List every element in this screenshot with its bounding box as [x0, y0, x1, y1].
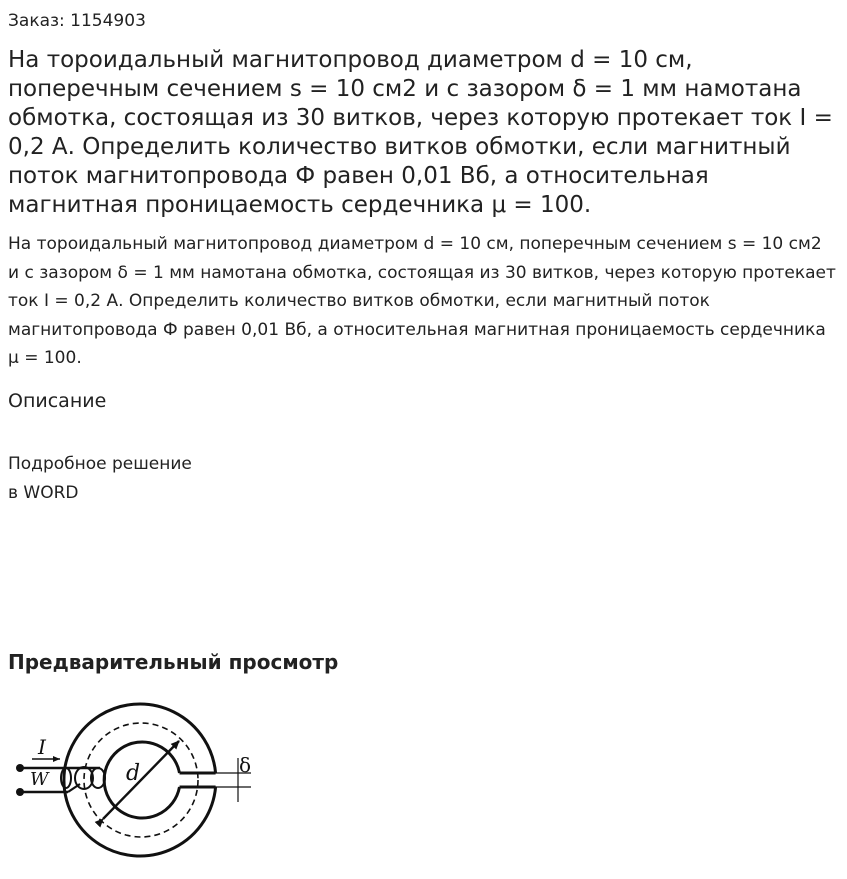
terminal-bottom: [16, 788, 24, 796]
task-title: На тороидальный магнитопровод диаметром d = 10 см, поперечным сечением s = 10 см2 и с зазором δ = 1 мм намотана обмотка, состоящая из 30 витков, через которую протекает ток I = 0,2 А. Определить количество витков обмотки, если магнитный поток магнитопровода Ф равен 0,01 Вб, а относительная магнитная проницаемость сердечника μ = 100.: [8, 47, 833, 218]
description-heading: Описание: [8, 390, 107, 412]
solution-line-1: Подробное решение: [8, 454, 192, 474]
toroid-diagram-svg: [8, 698, 258, 863]
diameter-label: d: [126, 761, 141, 786]
task-body: На тороидальный магнитопровод диаметром d = 10 см, поперечным сечением s = 10 см2 и с зазором δ = 1 мм намотана обмотка, состоящая из 30 витков, через которую протекает ток I = 0,2 А. Определить количество витков обмотки, если магнитный поток магнитопровода Ф равен 0,01 Вб, а относительная магнитная проницаемость сердечника μ = 100.: [8, 234, 836, 368]
solution-line-2: в WORD: [8, 483, 79, 503]
turns-label: W: [30, 769, 49, 790]
solution-info: [8, 450, 192, 508]
toroid-diagram: [8, 698, 258, 863]
preview-heading: Предварительный просмотр: [8, 650, 339, 674]
current-label: I: [38, 735, 46, 759]
gap-label: δ: [239, 753, 252, 777]
terminal-top: [16, 764, 24, 772]
order-number: Заказ: 1154903: [8, 11, 146, 31]
